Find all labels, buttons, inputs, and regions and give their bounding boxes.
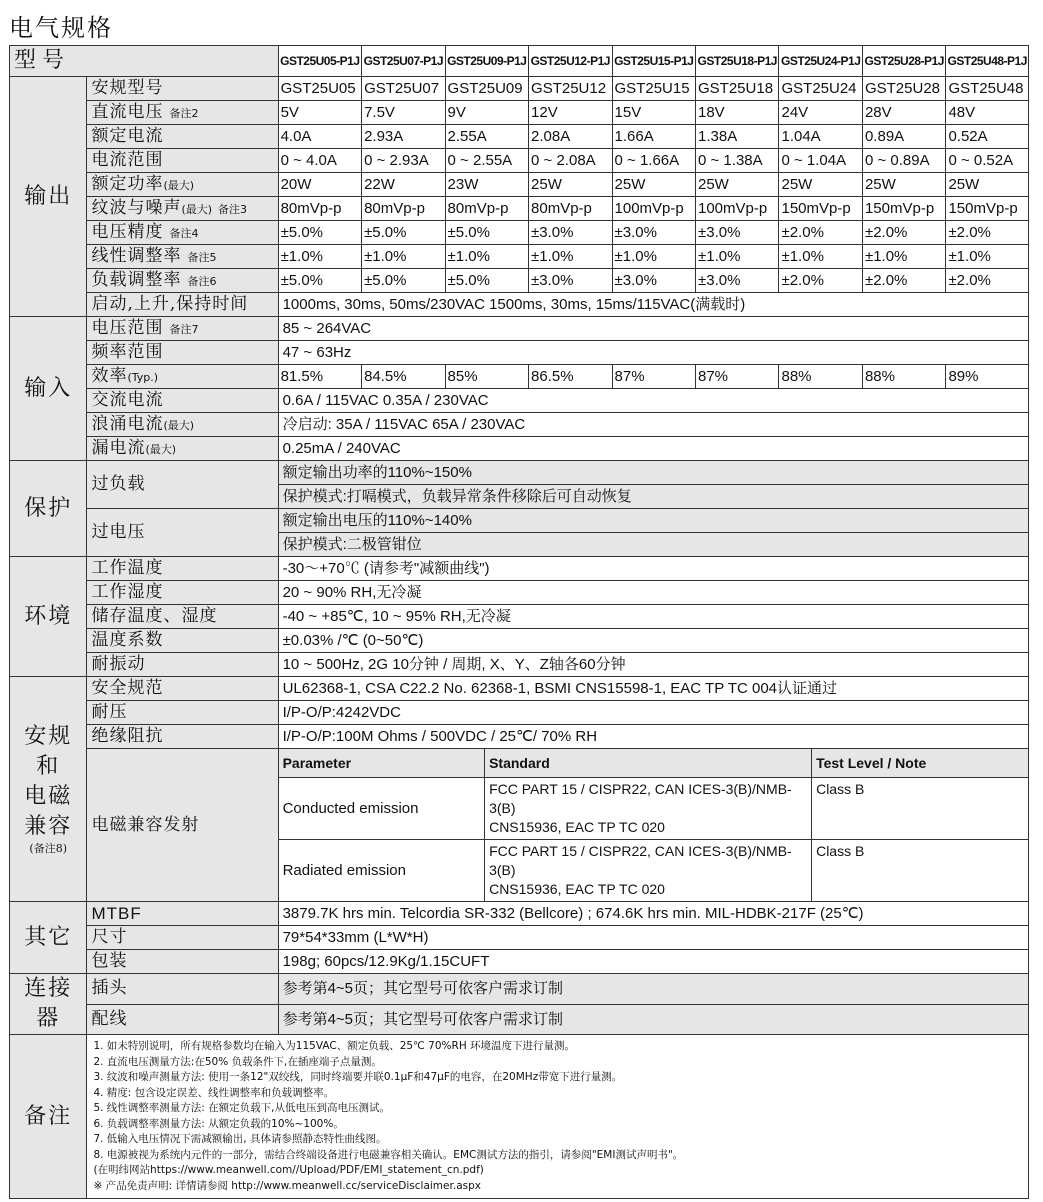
ac-current-value: 0.6A / 115VAC 0.35A / 230VAC bbox=[278, 389, 1028, 413]
output-value: 2.93A bbox=[362, 125, 445, 149]
model-name: GST25U48-P1J bbox=[946, 46, 1029, 77]
dimension-value: 79*54*33mm (L*W*H) bbox=[278, 926, 1028, 950]
output-value: ±3.0% bbox=[696, 269, 779, 293]
output-value: 15V bbox=[612, 101, 695, 125]
output-value: ±3.0% bbox=[529, 269, 612, 293]
output-value: GST25U05 bbox=[278, 77, 361, 101]
safety-label bbox=[87, 725, 278, 749]
section-others: 其它 bbox=[10, 902, 87, 974]
output-value: ±1.0% bbox=[946, 245, 1029, 269]
output-value: ±2.0% bbox=[779, 269, 862, 293]
environment-label bbox=[87, 581, 278, 605]
efficiency-value: 88% bbox=[862, 365, 945, 389]
wiring-label bbox=[87, 1004, 278, 1035]
output-value: 18V bbox=[696, 101, 779, 125]
overvoltage-value-2: 保护模式:二极管钳位 bbox=[278, 533, 1028, 557]
remark-line: ※ 产品免责声明: 详情请参阅 http://www.meanwell.cc/serviceDisclaimer.aspx bbox=[93, 1179, 481, 1192]
output-value: GST25U18 bbox=[696, 77, 779, 101]
output-value: 0 ~ 2.55A bbox=[445, 149, 528, 173]
output-value: 0.52A bbox=[946, 125, 1029, 149]
output-value: 9V bbox=[445, 101, 528, 125]
output-value: ±5.0% bbox=[362, 221, 445, 245]
spec-table bbox=[9, 45, 1029, 1199]
output-value: 0 ~ 4.0A bbox=[278, 149, 361, 173]
output-value: 7.5V bbox=[362, 101, 445, 125]
output-row bbox=[10, 101, 1029, 125]
output-label-text: 电流范围 bbox=[91, 150, 164, 170]
output-value: ±3.0% bbox=[696, 221, 779, 245]
section-output: 输出 bbox=[10, 77, 87, 317]
emc-standard-line: CNS15936, EAC TP TC 020 bbox=[489, 881, 665, 897]
output-value: 24V bbox=[779, 101, 862, 125]
plug-label-text: 插头 bbox=[91, 978, 128, 999]
output-value: ±1.0% bbox=[779, 245, 862, 269]
efficiency-value: 85% bbox=[445, 365, 528, 389]
output-value: ±2.0% bbox=[946, 269, 1029, 293]
output-label bbox=[87, 173, 278, 197]
ac-current-label bbox=[87, 389, 278, 413]
emc-standard bbox=[485, 778, 812, 840]
output-value: 150mVp-p bbox=[779, 197, 862, 221]
emc-emission-label-text: 电磁兼容发射 bbox=[91, 814, 200, 835]
output-label bbox=[87, 77, 278, 101]
efficiency-label bbox=[87, 365, 278, 389]
output-value: GST25U12 bbox=[529, 77, 612, 101]
max-tag: (最大) bbox=[145, 442, 177, 456]
output-value: ±2.0% bbox=[862, 269, 945, 293]
output-row bbox=[10, 77, 1029, 101]
output-value: 150mVp-p bbox=[946, 197, 1029, 221]
packing-label bbox=[87, 950, 278, 974]
hold-time-label-text: 启动,上升,保持时间 bbox=[91, 294, 249, 314]
environment-value: 10 ~ 500Hz, 2G 10分钟 / 周期, X、Y、Z轴各60分钟 bbox=[278, 653, 1028, 677]
efficiency-value: 81.5% bbox=[278, 365, 361, 389]
environment-label-text: 工作温度 bbox=[91, 558, 164, 578]
section-environment: 环境 bbox=[10, 557, 87, 677]
mtbf-label-text: MTBF bbox=[91, 904, 142, 923]
output-label-text: 额定电流 bbox=[91, 126, 164, 146]
output-value: ±1.0% bbox=[529, 245, 612, 269]
output-value: ±1.0% bbox=[862, 245, 945, 269]
output-value: ±1.0% bbox=[612, 245, 695, 269]
model-label: 型号 bbox=[10, 46, 279, 77]
output-value: GST25U28 bbox=[862, 77, 945, 101]
emc-header: Standard bbox=[485, 749, 812, 778]
output-value: 0 ~ 2.93A bbox=[362, 149, 445, 173]
output-value: 80mVp-p bbox=[362, 197, 445, 221]
environment-label bbox=[87, 629, 278, 653]
model-name: GST25U24-P1J bbox=[779, 46, 862, 77]
wiring-value: 参考第4~5页；其它型号可依客户需求订制 bbox=[278, 1004, 1028, 1035]
overvoltage-label-text: 过电压 bbox=[91, 522, 146, 542]
environment-value: -40 ~ +85℃, 10 ~ 95% RH,无冷凝 bbox=[278, 605, 1028, 629]
input-voltage-label bbox=[87, 317, 278, 341]
output-value: 2.55A bbox=[445, 125, 528, 149]
output-label-text: 线性调整率 bbox=[91, 245, 182, 266]
packing-label-text: 包装 bbox=[91, 951, 128, 971]
remark-line: (在明纬网站https://www.meanwell.com//Upload/PDF/EMI_statement_cn.pdf) bbox=[93, 1164, 484, 1176]
input-voltage-label-text: 电压范围 bbox=[91, 317, 164, 338]
max-tag: (最大) bbox=[181, 202, 213, 216]
efficiency-value: 89% bbox=[946, 365, 1029, 389]
output-value: 20W bbox=[278, 173, 361, 197]
output-value: 1.04A bbox=[779, 125, 862, 149]
output-label bbox=[87, 197, 278, 221]
typ-tag: (Typ.) bbox=[127, 370, 159, 384]
note-tag: 备注7 bbox=[169, 322, 199, 336]
environment-label-text: 储存温度、湿度 bbox=[91, 606, 218, 626]
output-value: ±5.0% bbox=[445, 221, 528, 245]
output-value: ±5.0% bbox=[278, 269, 361, 293]
remark-line: 3. 纹波和噪声测量方法: 使用一条12"双绞线，同时终端要并联0.1μF和47μF的电容，在20MHz带宽下进行量测。 bbox=[93, 1071, 623, 1083]
output-value: 1.38A bbox=[696, 125, 779, 149]
section-safety-emc-note: (备注8) bbox=[29, 842, 68, 855]
output-value: GST25U24 bbox=[779, 77, 862, 101]
output-value: ±1.0% bbox=[278, 245, 361, 269]
emc-emission-label bbox=[87, 749, 278, 902]
output-row bbox=[10, 245, 1029, 269]
section-safety-emc-line: 和 bbox=[36, 754, 61, 779]
model-name: GST25U12-P1J bbox=[529, 46, 612, 77]
output-value: ±2.0% bbox=[779, 221, 862, 245]
note-tag: 备注2 bbox=[169, 106, 199, 120]
output-label bbox=[87, 149, 278, 173]
output-value: 25W bbox=[862, 173, 945, 197]
output-value: 25W bbox=[946, 173, 1029, 197]
output-value: ±3.0% bbox=[612, 221, 695, 245]
emc-standard-line: CNS15936, EAC TP TC 020 bbox=[489, 819, 665, 835]
output-row bbox=[10, 173, 1029, 197]
output-value: ±2.0% bbox=[862, 221, 945, 245]
output-value: ±1.0% bbox=[362, 245, 445, 269]
output-label-text: 安规型号 bbox=[91, 78, 164, 98]
overload-value-1: 额定输出功率的110%~150% bbox=[278, 461, 1028, 485]
output-label-text: 负载调整率 bbox=[91, 269, 182, 290]
section-connector: 连接器 bbox=[10, 974, 87, 1035]
max-tag: (最大) bbox=[163, 178, 195, 192]
output-value: 0 ~ 1.04A bbox=[779, 149, 862, 173]
inrush-label-text: 浪涌电流 bbox=[91, 413, 164, 434]
note-tag: 备注3 bbox=[218, 202, 248, 216]
inrush-label bbox=[87, 413, 278, 437]
model-name: GST25U28-P1J bbox=[862, 46, 945, 77]
output-row bbox=[10, 125, 1029, 149]
note-tag: 备注6 bbox=[187, 274, 217, 288]
hold-time-label bbox=[87, 293, 278, 317]
output-label bbox=[87, 125, 278, 149]
output-value: ±5.0% bbox=[362, 269, 445, 293]
output-value: GST25U48 bbox=[946, 77, 1029, 101]
emc-row bbox=[279, 840, 1028, 902]
output-value: 0 ~ 2.08A bbox=[529, 149, 612, 173]
safety-label-text: 绝缘阻抗 bbox=[91, 726, 164, 746]
output-value: 100mVp-p bbox=[612, 197, 695, 221]
leakage-label bbox=[87, 437, 278, 461]
packing-value: 198g; 60pcs/12.9Kg/1.15CUFT bbox=[278, 950, 1028, 974]
section-protection: 保护 bbox=[10, 461, 87, 557]
model-name: GST25U18-P1J bbox=[696, 46, 779, 77]
remarks-list bbox=[87, 1035, 1029, 1199]
overvoltage-label bbox=[87, 509, 278, 557]
environment-label-text: 耐振动 bbox=[91, 654, 146, 674]
environment-label bbox=[87, 653, 278, 677]
frequency-label bbox=[87, 341, 278, 365]
ac-current-label-text: 交流电流 bbox=[91, 390, 164, 410]
output-value: 80mVp-p bbox=[529, 197, 612, 221]
section-safety-emc-line: 电磁 bbox=[24, 784, 73, 809]
dimension-label bbox=[87, 926, 278, 950]
output-value: 0 ~ 0.89A bbox=[862, 149, 945, 173]
output-value: 25W bbox=[696, 173, 779, 197]
output-value: GST25U07 bbox=[362, 77, 445, 101]
output-value: 4.0A bbox=[278, 125, 361, 149]
output-value: ±2.0% bbox=[946, 221, 1029, 245]
safety-label bbox=[87, 677, 278, 701]
mtbf-value: 3879.7K hrs min. Telcordia SR-332 (Bellcore) ; 674.6K hrs min. MIL-HDBK-217F (25℃) bbox=[278, 902, 1028, 926]
output-value: 150mVp-p bbox=[862, 197, 945, 221]
remark-line: 2. 直流电压测量方法:在50% 负载条件下,在插座端子点量测。 bbox=[93, 1055, 382, 1068]
output-row bbox=[10, 221, 1029, 245]
page-title: 电气规格 bbox=[9, 14, 113, 42]
output-label-text: 电压精度 bbox=[91, 221, 164, 242]
remark-line: 7. 低输入电压情况下需减额输出, 具体请参照静态特性曲线图。 bbox=[93, 1133, 387, 1145]
emc-table bbox=[279, 749, 1028, 901]
safety-label bbox=[87, 701, 278, 725]
remark-line: 1. 如未特别说明，所有规格参数均在输入为115VAC、额定负载、25℃ 70%RH 环境温度下进行量测。 bbox=[93, 1040, 576, 1052]
output-label bbox=[87, 269, 278, 293]
model-name: GST25U05-P1J bbox=[278, 46, 361, 77]
output-value: 80mVp-p bbox=[445, 197, 528, 221]
emc-header: Parameter bbox=[279, 749, 485, 778]
environment-value: ±0.03% /℃ (0~50℃) bbox=[278, 629, 1028, 653]
remark-line: 8. 电源被视为系统内元件的一部分，需结合终端设备进行电磁兼容相关确认。EMC测试方法的指引，请参阅"EMI测试声明书"。 bbox=[93, 1148, 684, 1161]
overload-value-2: 保护模式:打嗝模式，负载异常条件移除后可自动恢复 bbox=[278, 485, 1028, 509]
environment-label bbox=[87, 557, 278, 581]
output-value: GST25U09 bbox=[445, 77, 528, 101]
overload-label bbox=[87, 461, 278, 509]
wiring-label-text: 配线 bbox=[91, 1008, 128, 1029]
output-value: 25W bbox=[529, 173, 612, 197]
model-name: GST25U07-P1J bbox=[362, 46, 445, 77]
frequency-value: 47 ~ 63Hz bbox=[278, 341, 1028, 365]
output-value: 23W bbox=[445, 173, 528, 197]
output-label bbox=[87, 221, 278, 245]
section-remarks: 备注 bbox=[10, 1035, 87, 1199]
output-value: ±5.0% bbox=[278, 221, 361, 245]
output-value: 1.66A bbox=[612, 125, 695, 149]
output-value: 25W bbox=[612, 173, 695, 197]
environment-label bbox=[87, 605, 278, 629]
emc-parameter: Conducted emission bbox=[279, 778, 485, 840]
environment-value: -30～+70℃ (请参考"减额曲线") bbox=[278, 557, 1028, 581]
output-value: 25W bbox=[779, 173, 862, 197]
frequency-label-text: 频率范围 bbox=[91, 342, 164, 362]
output-value: 0 ~ 1.66A bbox=[612, 149, 695, 173]
efficiency-value: 87% bbox=[612, 365, 695, 389]
safety-value: UL62368-1, CSA C22.2 No. 62368-1, BSMI CNS15598-1, EAC TP TC 004认证通过 bbox=[278, 677, 1028, 701]
efficiency-value: 88% bbox=[779, 365, 862, 389]
safety-label-text: 耐压 bbox=[91, 702, 128, 722]
hold-time-value: 1000ms, 30ms, 50ms/230VAC 1500ms, 30ms, 15ms/115VAC(满载时) bbox=[278, 293, 1028, 317]
output-value: 28V bbox=[862, 101, 945, 125]
emc-row bbox=[279, 778, 1028, 840]
section-input: 输入 bbox=[10, 317, 87, 461]
environment-value: 20 ~ 90% RH,无冷凝 bbox=[278, 581, 1028, 605]
output-label-text: 额定功率 bbox=[91, 173, 164, 194]
emc-level: Class B bbox=[812, 778, 1028, 840]
efficiency-value: 84.5% bbox=[362, 365, 445, 389]
remark-line: 5. 线性调整率测量方法: 在额定负载下,从低电压到高电压测试。 bbox=[93, 1102, 391, 1114]
section-safety-emc bbox=[10, 677, 87, 902]
emc-level: Class B bbox=[812, 840, 1028, 902]
efficiency-value: 87% bbox=[696, 365, 779, 389]
dimension-label-text: 尺寸 bbox=[91, 927, 128, 947]
plug-label bbox=[87, 974, 278, 1005]
overload-label-text: 过负载 bbox=[91, 474, 146, 494]
output-row bbox=[10, 197, 1029, 221]
emc-table-cell bbox=[278, 749, 1028, 902]
output-label-text: 纹波与噪声 bbox=[91, 197, 182, 218]
input-voltage-value: 85 ~ 264VAC bbox=[278, 317, 1028, 341]
remark-line: 6. 负载调整率测量方法: 从额定负载的10%~100%。 bbox=[93, 1117, 344, 1130]
mtbf-label bbox=[87, 902, 278, 926]
output-row bbox=[10, 149, 1029, 173]
output-value: 2.08A bbox=[529, 125, 612, 149]
remark-line: 4. 精度: 包含设定误差、线性调整率和负载调整率。 bbox=[93, 1086, 335, 1099]
environment-label-text: 工作湿度 bbox=[91, 582, 164, 602]
environment-label-text: 温度系数 bbox=[91, 630, 164, 650]
leakage-label-text: 漏电流 bbox=[91, 437, 146, 458]
emc-header: Test Level / Note bbox=[812, 749, 1028, 778]
model-name: GST25U15-P1J bbox=[612, 46, 695, 77]
output-row bbox=[10, 269, 1029, 293]
output-value: ±3.0% bbox=[612, 269, 695, 293]
output-label bbox=[87, 101, 278, 125]
output-value: 80mVp-p bbox=[278, 197, 361, 221]
plug-value: 参考第4~5页；其它型号可依客户需求订制 bbox=[278, 974, 1028, 1005]
efficiency-value: 86.5% bbox=[529, 365, 612, 389]
output-value: 0 ~ 0.52A bbox=[946, 149, 1029, 173]
output-value: GST25U15 bbox=[612, 77, 695, 101]
safety-value: I/P-O/P:4242VDC bbox=[278, 701, 1028, 725]
output-label-text: 直流电压 bbox=[91, 101, 164, 122]
output-value: ±3.0% bbox=[529, 221, 612, 245]
model-header-row bbox=[10, 46, 1029, 77]
emc-standard-line: FCC PART 15 / CISPR22, CAN ICES-3(B)/NMB-3(B) bbox=[489, 781, 792, 816]
efficiency-label-text: 效率 bbox=[91, 365, 128, 386]
emc-parameter: Radiated emission bbox=[282, 862, 406, 879]
output-label bbox=[87, 245, 278, 269]
output-value: 5V bbox=[278, 101, 361, 125]
max-tag: (最大) bbox=[163, 418, 195, 432]
note-tag: 备注5 bbox=[187, 250, 217, 264]
safety-value: I/P-O/P:100M Ohms / 500VDC / 25℃/ 70% RH bbox=[278, 725, 1028, 749]
section-safety-emc-line: 安规 bbox=[24, 724, 73, 749]
output-value: ±5.0% bbox=[445, 269, 528, 293]
output-value: 22W bbox=[362, 173, 445, 197]
leakage-value: 0.25mA / 240VAC bbox=[278, 437, 1028, 461]
model-name: GST25U09-P1J bbox=[445, 46, 528, 77]
section-safety-emc-line: 兼容 bbox=[24, 814, 73, 839]
emc-standard bbox=[485, 840, 812, 902]
output-value: 100mVp-p bbox=[696, 197, 779, 221]
safety-label-text: 安全规范 bbox=[91, 678, 164, 698]
note-tag: 备注4 bbox=[169, 226, 199, 240]
output-value: ±1.0% bbox=[696, 245, 779, 269]
inrush-value: 冷启动: 35A / 115VAC 65A / 230VAC bbox=[278, 413, 1028, 437]
output-value: 12V bbox=[529, 101, 612, 125]
output-value: ±1.0% bbox=[445, 245, 528, 269]
output-value: 0.89A bbox=[862, 125, 945, 149]
overvoltage-value-1: 额定输出电压的110%~140% bbox=[278, 509, 1028, 533]
output-value: 0 ~ 1.38A bbox=[696, 149, 779, 173]
output-value: 48V bbox=[946, 101, 1029, 125]
emc-standard-line: FCC PART 15 / CISPR22, CAN ICES-3(B)/NMB-3(B) bbox=[489, 843, 792, 878]
